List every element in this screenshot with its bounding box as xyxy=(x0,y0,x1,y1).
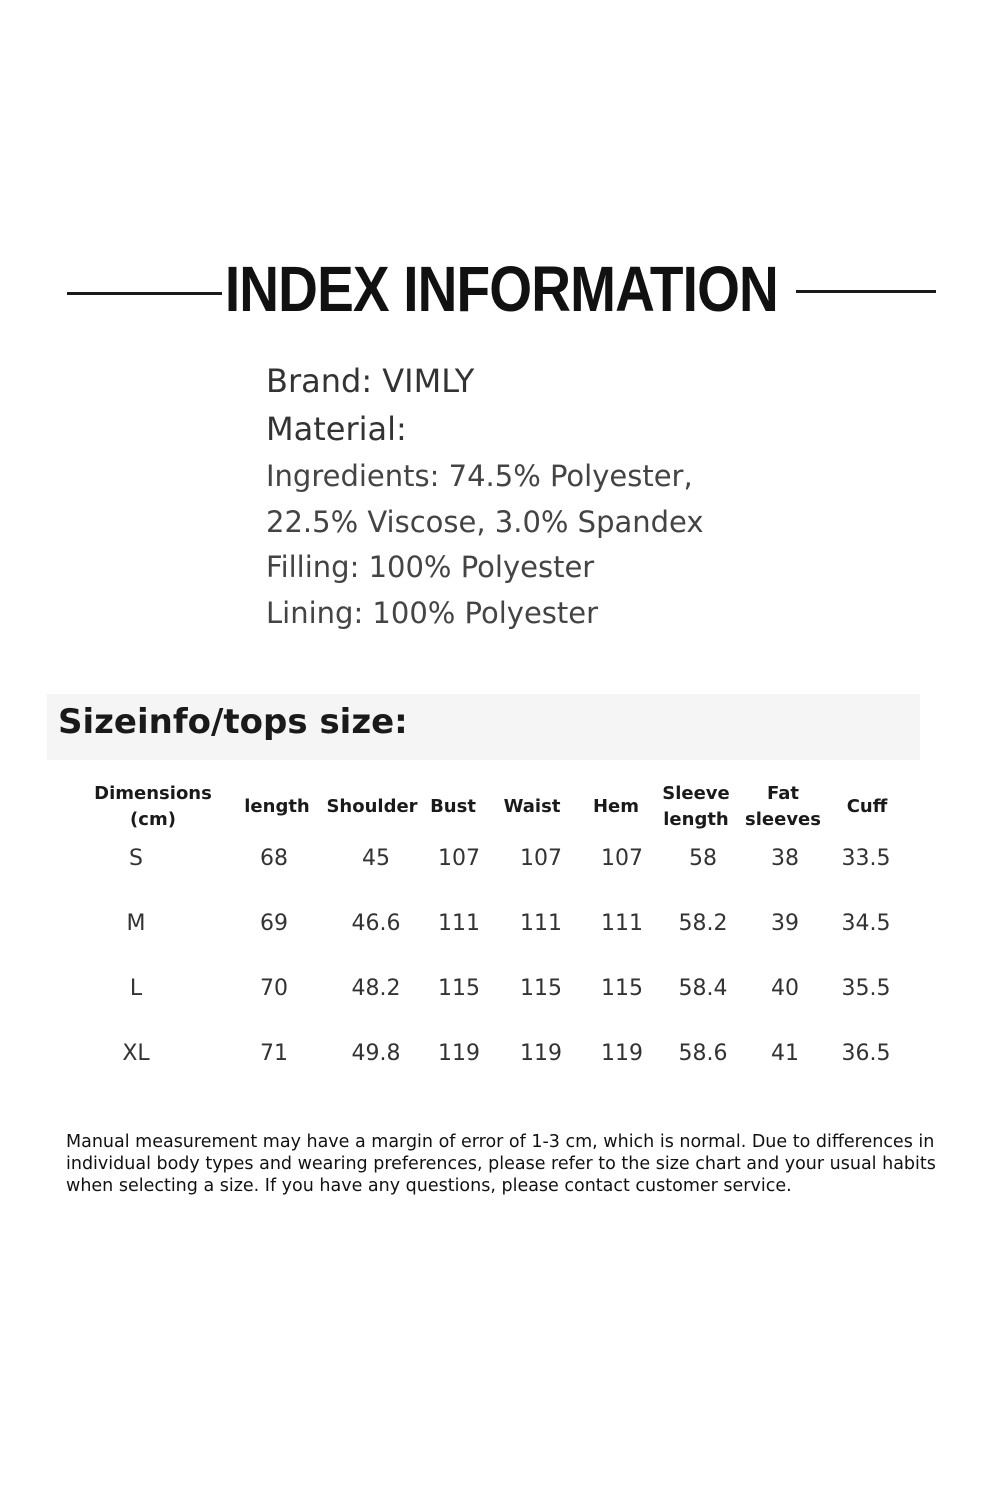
material-line: Filling: 100% Polyester xyxy=(266,550,595,584)
column-header-line: Waist xyxy=(503,796,561,817)
column-header xyxy=(593,794,639,820)
size-label-cell: S xyxy=(129,846,143,871)
table-cell: 115 xyxy=(601,976,643,1001)
table-cell: 111 xyxy=(438,911,480,936)
table-cell: 41 xyxy=(771,1041,799,1066)
table-cell: 38 xyxy=(771,846,799,871)
column-header-line: (cm) xyxy=(130,809,176,830)
column-header xyxy=(662,781,730,833)
column-header-line: Shoulder xyxy=(326,796,418,817)
column-header xyxy=(244,794,310,820)
column-header-line: Bust xyxy=(430,796,476,817)
column-header xyxy=(504,794,561,820)
table-cell: 49.8 xyxy=(351,1041,401,1066)
table-cell: 69 xyxy=(260,911,288,936)
column-header xyxy=(745,781,821,833)
table-cell: 58.4 xyxy=(678,976,728,1001)
column-header-line: Fat xyxy=(767,783,799,804)
page-title: INDEX INFORMATION xyxy=(224,253,778,325)
size-label-cell: L xyxy=(129,976,143,1001)
column-header-line: Sleeve xyxy=(662,783,730,804)
table-cell: 58 xyxy=(689,846,717,871)
column-header xyxy=(847,794,888,820)
size-info-header xyxy=(47,694,920,760)
material-line: Ingredients: 74.5% Polyester, xyxy=(266,459,693,493)
table-cell: 115 xyxy=(520,976,562,1001)
column-header-line: Dimensions xyxy=(94,783,212,804)
table-cell: 58.6 xyxy=(678,1041,728,1066)
table-cell: 46.6 xyxy=(351,911,401,936)
size-label-cell: M xyxy=(126,911,146,936)
table-cell: 71 xyxy=(260,1041,288,1066)
table-cell: 40 xyxy=(771,976,799,1001)
column-header-line: Hem xyxy=(592,796,640,817)
table-cell: 58.2 xyxy=(678,911,728,936)
brand-text: Brand: VIMLY xyxy=(266,362,475,400)
measurement-note: Manual measurement may have a margin of error of 1-3 cm, which is normal. Due to differences in individual body types and wearing preferences, please refer to the size chart and your usual habits when selecting a size. If you have any questions, please contact customer service. xyxy=(66,1132,936,1196)
table-cell: 70 xyxy=(260,976,288,1001)
table-cell: 39 xyxy=(771,911,799,936)
table-cell: 45 xyxy=(362,846,390,871)
table-cell: 107 xyxy=(438,846,480,871)
table-cell: 35.5 xyxy=(841,976,891,1001)
column-header-line: length xyxy=(663,809,729,830)
column-header xyxy=(430,794,476,820)
table-cell: 119 xyxy=(438,1041,480,1066)
table-cell: 48.2 xyxy=(351,976,401,1001)
size-label-cell: XL xyxy=(122,1041,150,1066)
column-header xyxy=(326,794,417,820)
column-header-line: Cuff xyxy=(846,796,888,817)
column-header-line: length xyxy=(244,796,310,817)
size-info-heading: Sizeinfo/tops size: xyxy=(58,702,408,742)
table-cell: 33.5 xyxy=(841,846,891,871)
column-header xyxy=(94,781,212,833)
table-cell: 36.5 xyxy=(841,1041,891,1066)
table-cell: 68 xyxy=(260,846,288,871)
title-rule-right xyxy=(796,290,936,293)
material-label: Material: xyxy=(266,410,407,448)
table-cell: 119 xyxy=(601,1041,643,1066)
table-cell: 34.5 xyxy=(841,911,891,936)
material-line: 22.5% Viscose, 3.0% Spandex xyxy=(266,505,704,539)
material-line: Lining: 100% Polyester xyxy=(266,596,599,630)
table-cell: 115 xyxy=(438,976,480,1001)
column-header-line: sleeves xyxy=(745,809,821,830)
table-cell: 119 xyxy=(520,1041,562,1066)
table-cell: 107 xyxy=(601,846,643,871)
table-cell: 111 xyxy=(520,911,562,936)
table-cell: 107 xyxy=(520,846,562,871)
table-cell: 111 xyxy=(601,911,643,936)
